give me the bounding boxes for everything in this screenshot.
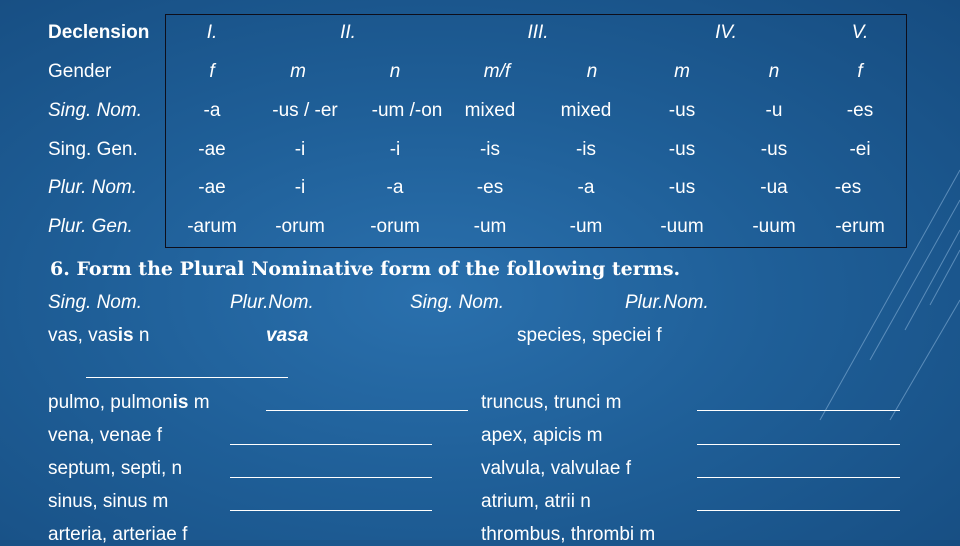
- table-cell: -uum: [752, 216, 796, 237]
- gender-cell: f: [857, 61, 863, 82]
- table-cell: -ua: [760, 177, 788, 198]
- table-cell: -us: [668, 139, 696, 160]
- header-label: Declension: [48, 22, 150, 43]
- table-cell: -orum: [370, 216, 420, 237]
- answer-blank[interactable]: [697, 510, 900, 511]
- table-cell: -is: [575, 139, 597, 160]
- table-cell: -i: [294, 177, 306, 198]
- gender-cell: m/f: [483, 61, 511, 82]
- table-cell: -es: [476, 177, 504, 198]
- col-declension-3: III.: [527, 22, 549, 43]
- table-cell: -ei: [849, 139, 871, 160]
- table-cell: -us: [760, 139, 788, 160]
- term-ending: is: [117, 325, 134, 346]
- answer-blank[interactable]: [230, 444, 432, 445]
- gender-cell: n: [586, 61, 598, 82]
- column-head-plur-nom: Plur.Nom.: [230, 292, 314, 313]
- list-item: truncus, trunci m: [481, 392, 622, 413]
- table-cell: -a: [386, 177, 404, 198]
- answer-blank[interactable]: [230, 510, 432, 511]
- term-stem: vas, vas: [48, 325, 118, 346]
- list-item: thrombus, thrombi m: [481, 524, 656, 545]
- answer-blank[interactable]: [266, 410, 468, 411]
- table-cell: -es: [846, 100, 874, 121]
- table-cell: -us / -er: [272, 100, 338, 121]
- example-term: [48, 325, 149, 347]
- answer-blank[interactable]: [697, 410, 900, 411]
- table-cell: -es: [834, 177, 862, 198]
- col-declension-1: I.: [206, 22, 218, 43]
- gender-cell: n: [389, 61, 401, 82]
- list-item: sinus, sinus m: [48, 491, 169, 512]
- declension-table: [0, 0, 960, 250]
- table-cell: -um: [569, 216, 603, 237]
- column-head-plur-nom: Plur.Nom.: [625, 292, 709, 313]
- table-cell: -a: [203, 100, 221, 121]
- table-cell: -i: [294, 139, 306, 160]
- col-declension-5: V.: [851, 22, 869, 43]
- list-item: [48, 392, 210, 414]
- example-answer: vasa: [266, 325, 309, 346]
- list-item: vena, venae f: [48, 425, 163, 446]
- list-item: septum, septi, n: [48, 458, 183, 479]
- row-label: Plur. Nom.: [48, 177, 138, 198]
- table-cell: -um: [473, 216, 507, 237]
- table-cell: mixed: [464, 100, 516, 121]
- table-cell: -uum: [660, 216, 704, 237]
- example-term-right: species, speciei f: [517, 325, 662, 346]
- table-cell: -erum: [835, 216, 885, 237]
- table-cell: -u: [765, 100, 783, 121]
- term-gender: n: [133, 325, 150, 346]
- table-cell: -is: [479, 139, 501, 160]
- row-label: Sing. Gen.: [48, 139, 138, 160]
- table-cell: -ae: [198, 139, 226, 160]
- list-item: apex, apicis m: [481, 425, 603, 446]
- term-stem: pulmo, pulmon: [48, 392, 173, 413]
- answer-blank[interactable]: [697, 444, 900, 445]
- term-ending: is: [172, 392, 189, 413]
- table-cell: -ae: [198, 177, 226, 198]
- table-cell: -a: [577, 177, 595, 198]
- exercise-title: 6. Form the Plural Nominative form of the following terms.: [50, 258, 681, 280]
- table-cell: mixed: [560, 100, 612, 121]
- table-cell: -us: [668, 100, 696, 121]
- table-cell: -arum: [187, 216, 237, 237]
- term-gender: m: [188, 392, 210, 413]
- answer-blank[interactable]: [86, 377, 288, 378]
- column-head-sing-nom: Sing. Nom.: [410, 292, 504, 313]
- table-cell: -us: [668, 177, 696, 198]
- column-head-sing-nom: Sing. Nom.: [48, 292, 142, 313]
- gender-cell: m: [674, 61, 690, 82]
- list-item: atrium, atrii n: [481, 491, 591, 512]
- col-declension-4: IV.: [715, 22, 737, 43]
- gender-cell: f: [209, 61, 215, 82]
- table-cell: -i: [389, 139, 401, 160]
- gender-cell: m: [290, 61, 306, 82]
- table-cell: -orum: [275, 216, 325, 237]
- gender-cell: n: [768, 61, 780, 82]
- table-cell: -um /-on: [371, 100, 443, 121]
- row-label: Plur. Gen.: [48, 216, 133, 237]
- col-declension-2: II.: [340, 22, 356, 43]
- answer-blank[interactable]: [230, 477, 432, 478]
- gender-label: Gender: [48, 61, 112, 82]
- table-border: [165, 14, 907, 248]
- list-item: valvula, valvulae f: [481, 458, 631, 479]
- row-label: Sing. Nom.: [48, 100, 142, 121]
- list-item: arteria, arteriae f: [48, 524, 188, 545]
- answer-blank[interactable]: [697, 477, 900, 478]
